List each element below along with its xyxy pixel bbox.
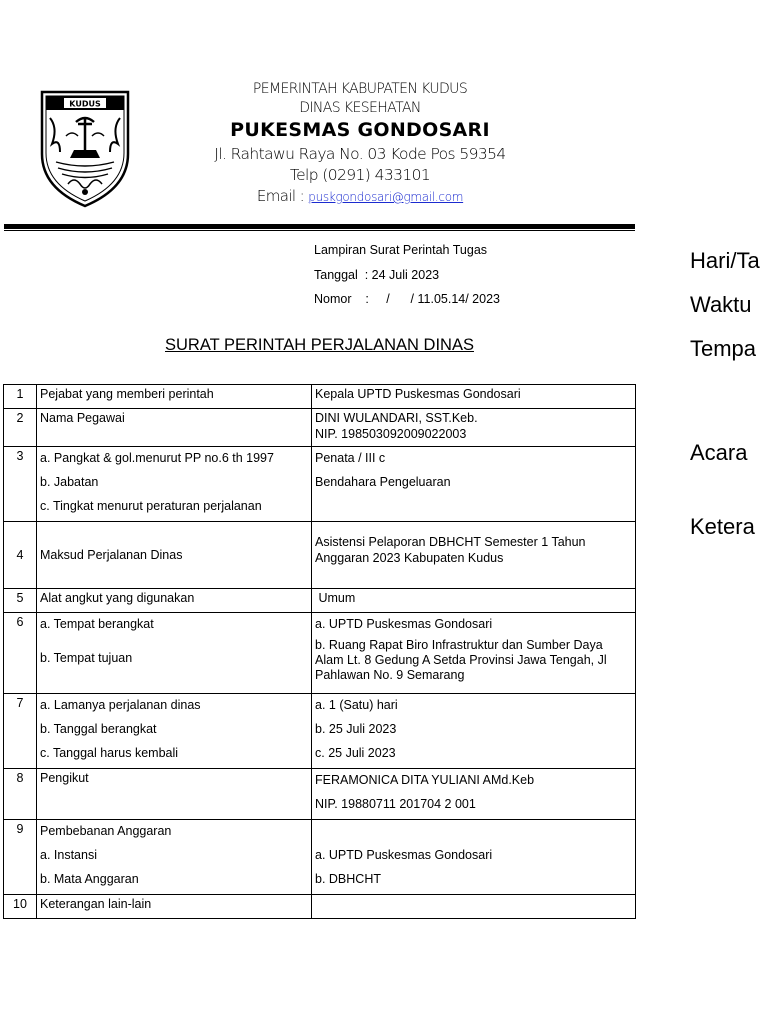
sub-value: Penata / III c xyxy=(315,451,386,465)
sub-value: Bendahara Pengeluaran xyxy=(315,475,451,489)
email-label: Email : xyxy=(256,187,305,205)
destination-line-3: Pahlawan No. 9 Semarang xyxy=(315,668,465,682)
row-value: Kepala UPTD Puskesmas Gondosari xyxy=(312,385,636,409)
attachment-line-1: Lampiran Surat Perintah Tugas xyxy=(314,243,488,257)
row-number: 5 xyxy=(4,589,37,613)
sub-value: c. 25 Juli 2023 xyxy=(315,746,396,760)
side-label-notes: Ketera xyxy=(690,514,755,539)
row-label: Pejabat yang memberi perintah xyxy=(37,385,312,409)
destination-line-1: b. Ruang Rapat Biro Infrastruktur dan Sumber Daya xyxy=(315,638,603,652)
sub-label: a. Tempat berangkat xyxy=(40,617,154,631)
row-number: 3 xyxy=(4,447,37,522)
department-name: DINAS KESEHATAN xyxy=(299,100,421,116)
employee-nip: NIP. 198503092009022003 xyxy=(315,427,467,441)
header-rule-thick xyxy=(4,224,635,229)
row-number: 2 xyxy=(4,409,37,447)
row-value xyxy=(312,522,636,589)
sub-label: a. Lamanya perjalanan dinas xyxy=(40,698,201,712)
companion-name: FERAMONICA DITA YULIANI AMd.Keb xyxy=(315,773,535,787)
table-row xyxy=(4,820,636,895)
destination-line-2: Alam Lt. 8 Gedung A Setda Provinsi Jawa Tengah, Jl xyxy=(315,653,607,667)
table-row xyxy=(4,769,636,820)
table-row xyxy=(4,522,636,589)
email-link[interactable]: puskgondosari@gmail.com xyxy=(308,190,464,204)
row-label: Pengikut xyxy=(37,769,312,820)
document-title: SURAT PERINTAH PERJALANAN DINAS xyxy=(165,336,474,354)
header-rule-thin xyxy=(4,230,635,231)
attachment-reference xyxy=(314,238,500,312)
sub-label: a. Instansi xyxy=(40,848,97,862)
sub-value: a. UPTD Puskesmas Gondosari xyxy=(315,848,493,862)
row-label: Maksud Perjalanan Dinas xyxy=(37,522,312,589)
row-value xyxy=(312,769,636,820)
row-value xyxy=(312,613,636,694)
row-label: Keterangan lain-lain xyxy=(37,895,312,919)
row-number: 4 xyxy=(4,522,37,589)
sub-label: b. Tanggal berangkat xyxy=(40,722,157,736)
table-row xyxy=(4,613,636,694)
crest-banner-text: KUDUS xyxy=(69,99,101,109)
row-number: 9 xyxy=(4,820,37,895)
row-value xyxy=(312,409,636,447)
sub-label: c. Tingkat menurut peraturan perjalanan xyxy=(40,499,262,513)
sub-label: Pembebanan Anggaran xyxy=(40,824,172,838)
purpose-line-1: Asistensi Pelaporan DBHCHT Semester 1 Tahun xyxy=(315,535,586,549)
companion-nip: NIP. 19880711 201704 2 001 xyxy=(315,797,476,811)
table-row xyxy=(4,409,636,447)
sub-label: b. Tempat tujuan xyxy=(40,651,133,665)
row-label xyxy=(37,613,312,694)
side-label-event: Acara xyxy=(690,440,748,465)
row-number: 1 xyxy=(4,385,37,409)
sub-value: b. DBHCHT xyxy=(315,872,381,886)
row-value xyxy=(312,820,636,895)
row-number: 8 xyxy=(4,769,37,820)
attachment-number: Nomor : / / 11.05.14/ 2023 xyxy=(314,292,500,306)
sub-label: c. Tanggal harus kembali xyxy=(40,746,179,760)
row-value xyxy=(312,895,636,919)
row-number: 7 xyxy=(4,694,37,769)
travel-order-table xyxy=(3,384,636,919)
sub-label: b. Mata Anggaran xyxy=(40,872,139,886)
phone: Telp (0291) 433101 xyxy=(289,166,431,184)
row-label xyxy=(37,694,312,769)
table-row xyxy=(4,589,636,613)
government-name: PEMERINTAH KABUPATEN KUDUS xyxy=(252,81,468,97)
row-number: 10 xyxy=(4,895,37,919)
row-value: Umum xyxy=(312,589,636,613)
institution-name: PUKESMAS GONDOSARI xyxy=(230,119,490,141)
side-label-place: Tempa xyxy=(690,336,757,361)
row-label: Alat angkut yang digunakan xyxy=(37,589,312,613)
sub-value: a. 1 (Satu) hari xyxy=(315,698,398,712)
sub-label: b. Jabatan xyxy=(40,475,99,489)
side-label-day: Hari/Ta xyxy=(690,248,760,273)
employee-name: DINI WULANDARI, SST.Keb. xyxy=(315,411,478,425)
table-row xyxy=(4,447,636,522)
row-number: 6 xyxy=(4,613,37,694)
sub-value: b. 25 Juli 2023 xyxy=(315,722,397,736)
row-label xyxy=(37,820,312,895)
letterhead xyxy=(160,80,560,208)
sub-label: a. Pangkat & gol.menurut PP no.6 th 1997 xyxy=(40,451,274,465)
row-label: Nama Pegawai xyxy=(37,409,312,447)
sub-value: a. UPTD Puskesmas Gondosari xyxy=(315,617,493,631)
table-row xyxy=(4,895,636,919)
table-row xyxy=(4,385,636,409)
row-label xyxy=(37,447,312,522)
row-value xyxy=(312,694,636,769)
address: Jl. Rahtawu Raya No. 03 Kode Pos 59354 xyxy=(214,145,506,163)
attachment-date: Tanggal : 24 Juli 2023 xyxy=(314,267,440,282)
sub-value xyxy=(315,821,632,845)
email-line xyxy=(160,185,560,208)
table-row xyxy=(4,694,636,769)
side-label-time: Waktu xyxy=(690,292,752,317)
kudus-regency-crest-icon xyxy=(38,88,132,208)
row-value xyxy=(312,447,636,522)
purpose-line-2: Anggaran 2023 Kabupaten Kudus xyxy=(315,551,504,565)
